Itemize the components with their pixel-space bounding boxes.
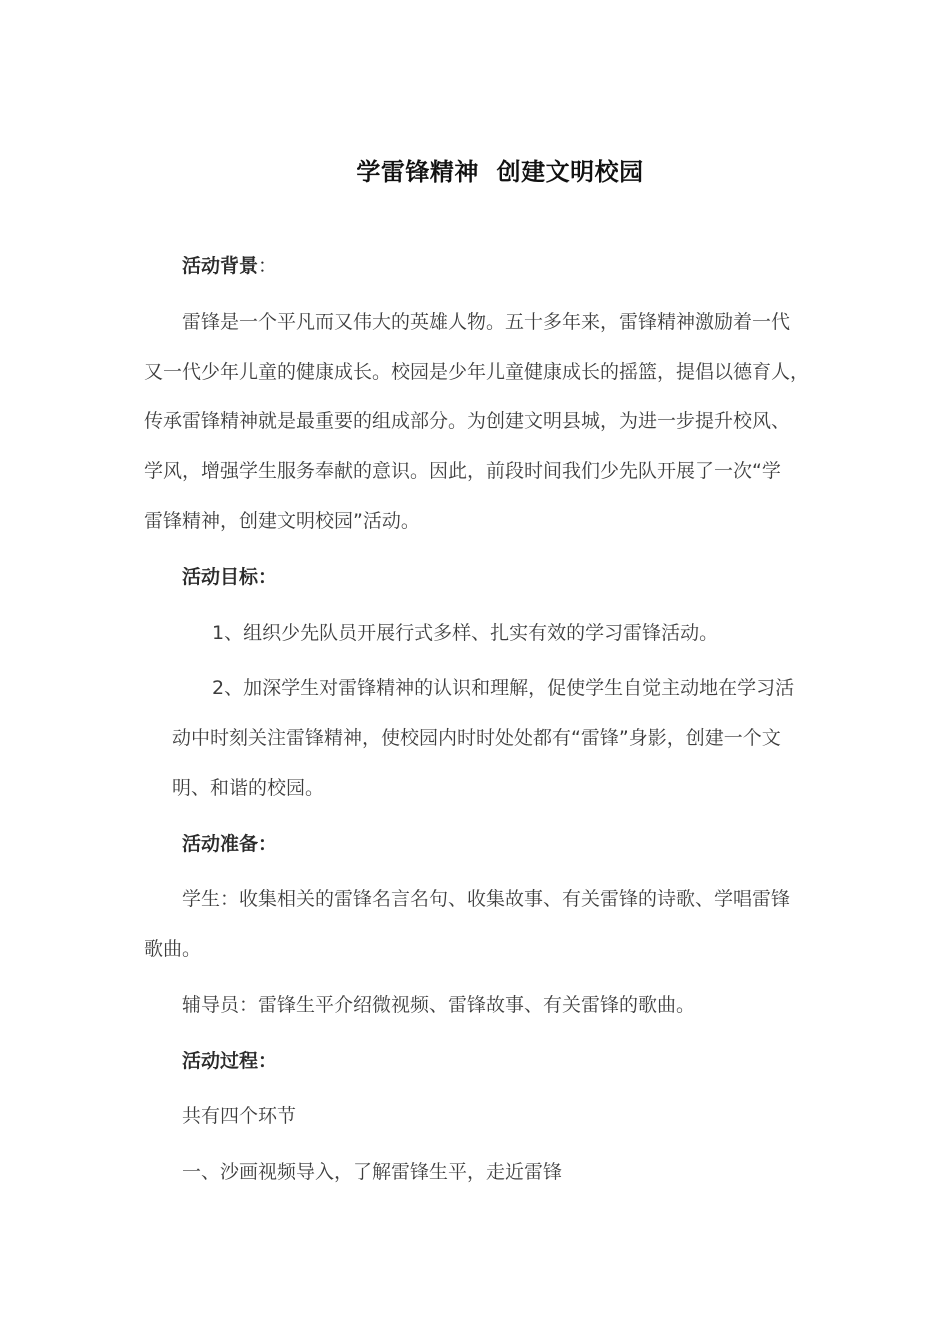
goal-item-2-line: 动中时刻关注雷锋精神，使校园内时时处处都有“雷锋”身影，创建一个文 bbox=[172, 727, 781, 749]
process-intro: 共有四个环节 bbox=[182, 1105, 297, 1127]
section-heading-goals: 活动目标： bbox=[182, 566, 278, 588]
section-heading-process: 活动过程： bbox=[182, 1050, 278, 1072]
section-heading-preparation: 活动准备： bbox=[182, 833, 278, 855]
paragraph-line: 传承雷锋精神就是最重要的组成部分。为创建文明县城，为进一步提升校风、 bbox=[144, 410, 791, 432]
section-heading-background bbox=[182, 252, 277, 280]
paragraph-line: 雷锋是一个平凡而又伟大的英雄人物。五十多年来，雷锋精神激励着一代 bbox=[182, 311, 791, 333]
goal-item-2-line: 明、和谐的校园。 bbox=[172, 777, 325, 799]
section-heading-colon: ： bbox=[258, 255, 278, 277]
process-step-1: 一、沙画视频导入，了解雷锋生平，走近雷锋 bbox=[182, 1161, 563, 1183]
goal-item-1: 1、组织少先队员开展行式多样、扎实有效的学习雷锋活动。 bbox=[212, 622, 719, 644]
paragraph-line: 雷锋精神，创建文明校园”活动。 bbox=[144, 510, 420, 532]
preparation-students-line: 学生：收集相关的雷锋名言名句、收集故事、有关雷锋的诗歌、学唱雷锋 bbox=[182, 888, 791, 910]
paragraph-line: 又一代少年儿童的健康成长。校园是少年儿童健康成长的摇篮，提倡以德育人， bbox=[144, 361, 810, 383]
goal-item-2-line: 2、加深学生对雷锋精神的认识和理解，促使学生自觉主动地在学习活 bbox=[212, 677, 795, 699]
page-title: 学雷锋精神 创建文明校园 bbox=[356, 158, 644, 186]
section-heading-label: 活动背景 bbox=[182, 255, 259, 277]
preparation-students-line: 歌曲。 bbox=[144, 938, 202, 960]
preparation-counselor: 辅导员：雷锋生平介绍微视频、雷锋故事、有关雷锋的歌曲。 bbox=[182, 994, 696, 1016]
paragraph-line: 学风，增强学生服务奉献的意识。因此，前段时间我们少先队开展了一次“学 bbox=[144, 460, 781, 482]
